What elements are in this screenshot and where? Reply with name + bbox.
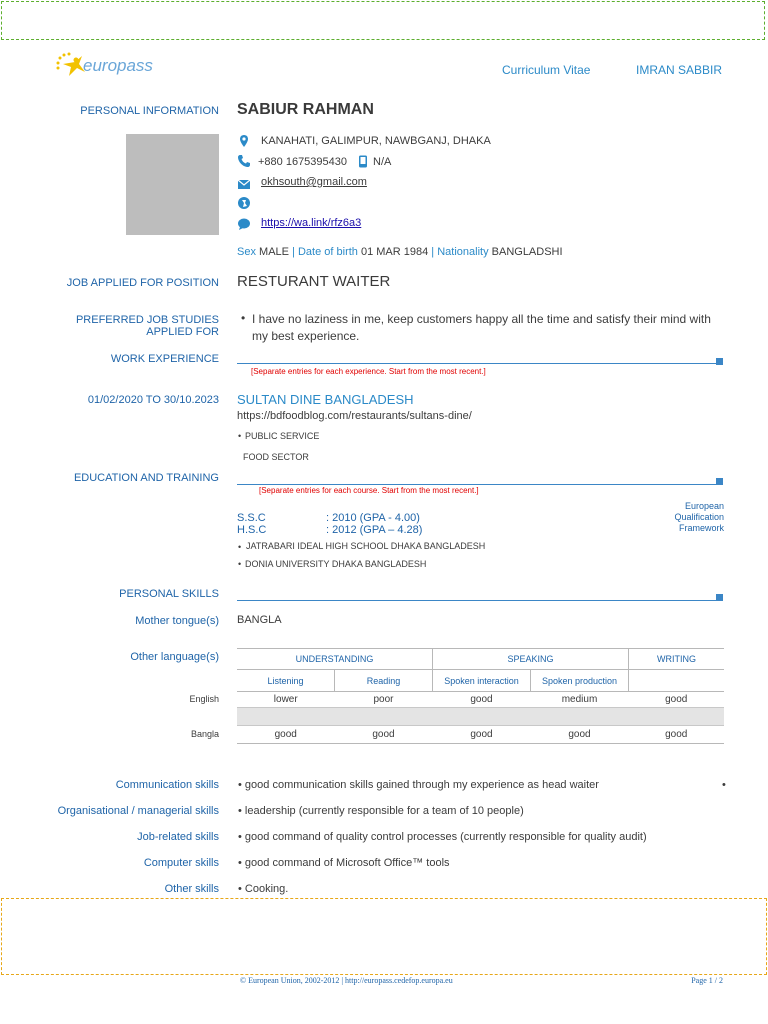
- other-skills-label: Other skills: [164, 883, 219, 895]
- education-section-line: [237, 484, 723, 485]
- english-reading: poor: [373, 694, 394, 705]
- work-item-2: FOOD SECTOR: [243, 452, 309, 462]
- communication-skills-label: Communication skills: [115, 779, 219, 791]
- hsc-name: H.S.C: [237, 524, 267, 536]
- organisational-skills-value: leadership (currently responsible for a team of 10 people): [244, 805, 524, 817]
- skills-section-marker: [716, 594, 723, 601]
- work-experience-label: WORK EXPERIENCE: [110, 353, 219, 365]
- spoken-production-header: Spoken production: [531, 670, 629, 692]
- preferred-job-label: PREFERRED JOB STUDIES APPLIED FOR: [75, 314, 219, 338]
- other-languages-label: Other language(s): [130, 651, 219, 663]
- preferred-job-text: I have no laziness in me, keep customers happy all the time and satisfy their mind with my best experience.: [252, 312, 711, 343]
- school-bullet: •: [238, 559, 242, 569]
- footer-copyright: © European Union, 2002-2012 | http://europass.cedefop.europa.eu: [240, 976, 453, 985]
- hsc-result: : 2012 (GPA – 4.28): [326, 524, 423, 536]
- job-related-skills-value: good command of quality control processes (currently responsible for quality audit): [244, 831, 647, 843]
- bottom-dashed-frame: [1, 898, 767, 975]
- phone-icon: [237, 154, 251, 168]
- education-section-marker: [716, 478, 723, 485]
- mobile-text: N/A: [373, 156, 392, 168]
- personal-skills-label: PERSONAL SKILLS: [119, 588, 219, 600]
- mother-tongue-label: Mother tongue(s): [135, 615, 219, 627]
- language-row-english: [237, 692, 724, 708]
- photo-placeholder: [126, 134, 219, 235]
- page-number: Page 1 / 2: [691, 976, 723, 985]
- school-bullet: •: [238, 542, 242, 552]
- ssc-name: S.S.C: [237, 512, 266, 524]
- eqf-label: European Qualification Framework: [674, 501, 724, 533]
- job-applied-label: JOB APPLIED FOR POSITION: [66, 277, 219, 289]
- language-spacer-row: [237, 708, 724, 726]
- work-dates: 01/02/2020 TO 30/10.2023: [87, 394, 219, 406]
- nationality-value: BANGLADSHI: [491, 246, 563, 258]
- website-icon[interactable]: [237, 196, 251, 210]
- logo-text: europass: [83, 56, 153, 75]
- applicant-name: SABIUR RAHMAN: [237, 101, 374, 118]
- language-table: [237, 648, 724, 744]
- europass-logo: [55, 52, 165, 82]
- email-link[interactable]: okhsouth@gmail.com: [261, 176, 367, 188]
- sex-label: Sex: [237, 246, 256, 258]
- top-dashed-frame: [1, 1, 765, 40]
- education-label: EDUCATION AND TRAINING: [73, 472, 219, 484]
- bangla-writing: good: [665, 729, 688, 740]
- bangla-spoken-production: good: [568, 729, 591, 740]
- speaking-header: SPEAKING: [433, 649, 629, 670]
- cv-owner-name: IMRAN SABBIR: [636, 63, 723, 77]
- work-item-1: PUBLIC SERVICE: [245, 431, 320, 441]
- school-1: JATRABARI IDEAL HIGH SCHOOL DHAKA BANGLADESH: [246, 541, 486, 551]
- email-icon: [237, 177, 251, 191]
- computer-skills-value: good command of Microsoft Office™ tools: [244, 857, 450, 869]
- bangla-spoken-interaction: good: [470, 729, 493, 740]
- bangla-reading: good: [372, 729, 395, 740]
- school-2: DONIA UNIVERSITY DHAKA BANGLADESH: [245, 559, 427, 569]
- language-row-bangla: [237, 726, 724, 744]
- work-section-marker: [716, 358, 723, 365]
- employer-name: SULTAN DINE BANGLADESH: [237, 392, 414, 407]
- work-section-line: [237, 363, 723, 364]
- writing-subheader: [629, 670, 725, 692]
- doc-type-label: Curriculum Vitae: [502, 63, 591, 77]
- organisational-skills-text: • leadership (currently responsible for a team of 10 people): [238, 805, 524, 817]
- job-related-skills-label: Job-related skills: [137, 831, 219, 843]
- english-spoken-interaction: good: [470, 694, 493, 705]
- separator: |: [431, 246, 435, 258]
- dob-value: 01 MAR 1984: [360, 246, 429, 258]
- ssc-result: : 2010 (GPA - 4.00): [326, 512, 420, 524]
- communication-skills-value: good communication skills gained through my experience as head waiter: [244, 779, 599, 791]
- understanding-header: UNDERSTANDING: [237, 649, 433, 670]
- listening-header: Listening: [237, 670, 335, 692]
- computer-skills-text: • good command of Microsoft Office™ tools: [238, 857, 450, 869]
- sex-value: MALE: [259, 246, 289, 258]
- writing-header: WRITING: [657, 654, 696, 664]
- reading-header: Reading: [335, 670, 433, 692]
- other-skills-value: Cooking.: [244, 883, 289, 895]
- personal-info-label: PERSONAL INFORMATION: [80, 105, 219, 117]
- job-related-skills-text: • good command of quality control processes (currently responsible for quality audit): [238, 831, 647, 843]
- language-name-english: English: [189, 694, 219, 704]
- nationality-label: Nationality: [437, 246, 489, 258]
- trailing-bullet: •: [722, 779, 726, 791]
- english-writing: good: [665, 694, 688, 705]
- work-item-bullet: •: [238, 431, 242, 441]
- education-note: [Separate entries for each course. Start from the most recent.]: [259, 486, 479, 495]
- job-title: RESTURANT WAITER: [237, 273, 391, 290]
- computer-skills-label: Computer skills: [143, 857, 219, 869]
- phone-text: +880 1675395430: [258, 156, 348, 168]
- personal-details-line: [237, 246, 563, 258]
- language-name-bangla: Bangla: [190, 729, 219, 739]
- bangla-listening: good: [274, 729, 297, 740]
- address-text: KANAHATI, GALIMPUR, NAWBGANJ, DHAKA: [261, 135, 491, 147]
- work-note: [Separate entries for each experience. Start from the most recent.]: [251, 367, 486, 376]
- english-listening: lower: [273, 694, 298, 705]
- organisational-skills-label: Organisational / managerial skills: [57, 805, 219, 817]
- communication-skills-text: • good communication skills gained through my experience as head waiter: [238, 779, 599, 791]
- separator: |: [292, 246, 295, 258]
- spoken-interaction-header: Spoken interaction: [433, 670, 531, 692]
- messaging-link[interactable]: https://wa.link/rfz6a3: [261, 217, 362, 229]
- english-spoken-production: medium: [561, 694, 598, 705]
- employer-url: https://bdfoodblog.com/restaurants/sultans-dine/: [237, 410, 472, 422]
- location-icon: [237, 134, 251, 148]
- skills-section-line: [237, 600, 723, 601]
- mobile-icon: [358, 155, 368, 168]
- dob-label: Date of birth: [297, 246, 358, 258]
- chat-icon: [237, 217, 251, 231]
- other-skills-text: • Cooking.: [238, 883, 289, 895]
- mother-tongue-value: BANGLA: [237, 614, 282, 626]
- preferred-bullet: •: [241, 311, 246, 325]
